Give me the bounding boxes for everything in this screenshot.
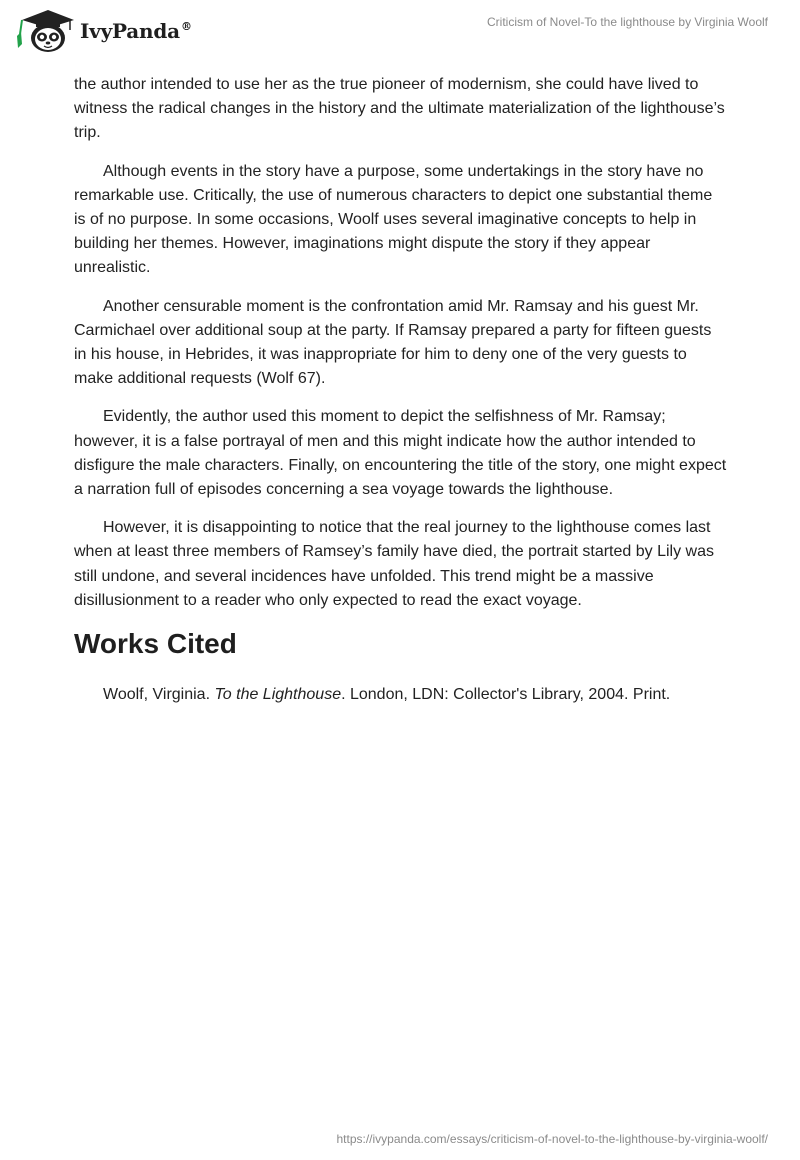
body-paragraph-2: Although events in the story have a purpose, some undertakings in the story have no remarkable use. Critically, the use of numerous characters to depict one substantial theme is of no purpose. In some occasions, Woolf uses several imaginative concepts to help in building her themes. However, imaginations might dispute the story if they appear unrealistic. bbox=[74, 162, 713, 277]
document-title: Criticism of Novel-To the lighthouse by Virginia Woolf bbox=[486, 15, 768, 29]
citation-author: Woolf, Virginia. bbox=[103, 686, 211, 704]
body-paragraph-1: the author intended to use her as the true pioneer of modernism, she could have lived to witness the radical changes in the history and the ultimate materialization of the lighthouse’s trip. bbox=[74, 76, 725, 142]
body-paragraph-5: However, it is disappointing to notice that the real journey to the lighthouse comes last when at least three members of Ramsey’s family have died, the portrait started by Lily was still undone, and several incidences have unfolded. This trend might be a massive disillusionment to a reader who only expected to read the exact voyage. bbox=[74, 519, 714, 609]
citation-details: . London, LDN: Collector's Library, 2004. Print. bbox=[341, 686, 671, 704]
footer-url[interactable]: https://ivypanda.com/essays/criticism-of-novel-to-the-lighthouse-by-virginia-woolf/ bbox=[336, 1132, 768, 1146]
registered-mark: ® bbox=[180, 20, 192, 34]
brand-name bbox=[80, 19, 192, 43]
brand-name-text: IvyPanda bbox=[80, 19, 180, 43]
panda-graduate-logo-icon bbox=[14, 8, 78, 54]
citation-title: To the Lighthouse bbox=[214, 686, 342, 704]
brand-logo[interactable] bbox=[14, 8, 192, 54]
essay-content bbox=[74, 73, 728, 707]
body-paragraph-4: Evidently, the author used this moment to depict the selfishness of Mr. Ramsay; however, it is a false portrayal of men and this might indicate how the author intended to disfigure the male characters. Finally, on encountering the title of the story, one might expect a narration full of episodes concerning a sea voyage towards the lighthouse. bbox=[74, 408, 727, 499]
works-cited-heading: Works Cited bbox=[74, 628, 237, 660]
body-paragraph-3: Another censurable moment is the confrontation amid Mr. Ramsay and his guest Mr. Carmichael over additional soup at the party. If Ramsay prepared a party for fifteen guests in his house, in Hebrides, it was inappropriate for him to deny one of the very guests to make additional requests (Wolf 67). bbox=[74, 297, 712, 388]
citation-entry bbox=[74, 683, 728, 707]
